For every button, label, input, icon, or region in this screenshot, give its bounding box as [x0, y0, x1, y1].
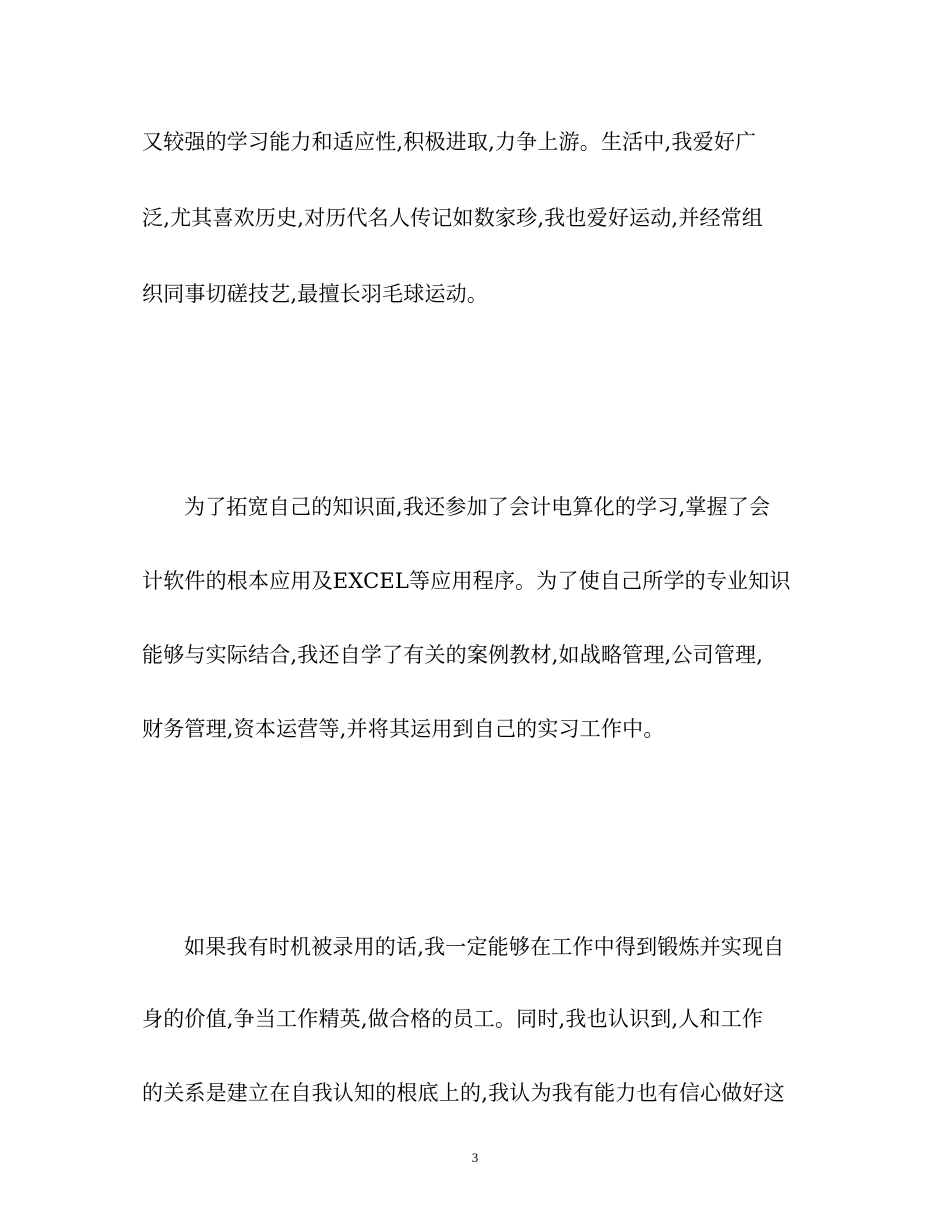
text-line: 计软件的根本应用及EXCEL等应用程序。为了使自己所学的专业知识 — [142, 569, 791, 593]
text-line: 织同事切磋技艺,最擅长羽毛球运动。 — [142, 282, 489, 306]
text-line: 身的价值,争当工作精英,做合格的员工。同时,我也认识到,人和工作 — [142, 1007, 764, 1031]
text-line: 为了拓宽自己的知识面,我还参加了会计电算化的学习,掌握了会 — [184, 495, 771, 519]
text-line: 财务管理,资本运营等,并将其运用到自己的实习工作中。 — [142, 717, 665, 741]
text-line: 泛,尤其喜欢历史,对历代名人传记如数家珍,我也爱好运动,并经常组 — [142, 206, 764, 230]
text-line: 能够与实际结合,我还自学了有关的案例教材,如战略管理,公司管理, — [142, 643, 764, 667]
text-line: 又较强的学习能力和适应性,积极进取,力争上游。生活中,我爱好广 — [142, 130, 757, 154]
text-line: 如果我有时机被录用的话,我一定能够在工作中得到锻炼并实现自 — [184, 935, 785, 959]
text-line: 的关系是建立在自我认知的根底上的,我认为我有能力也有信心做好这 — [142, 1081, 785, 1105]
page-number: 3 — [471, 1150, 479, 1165]
